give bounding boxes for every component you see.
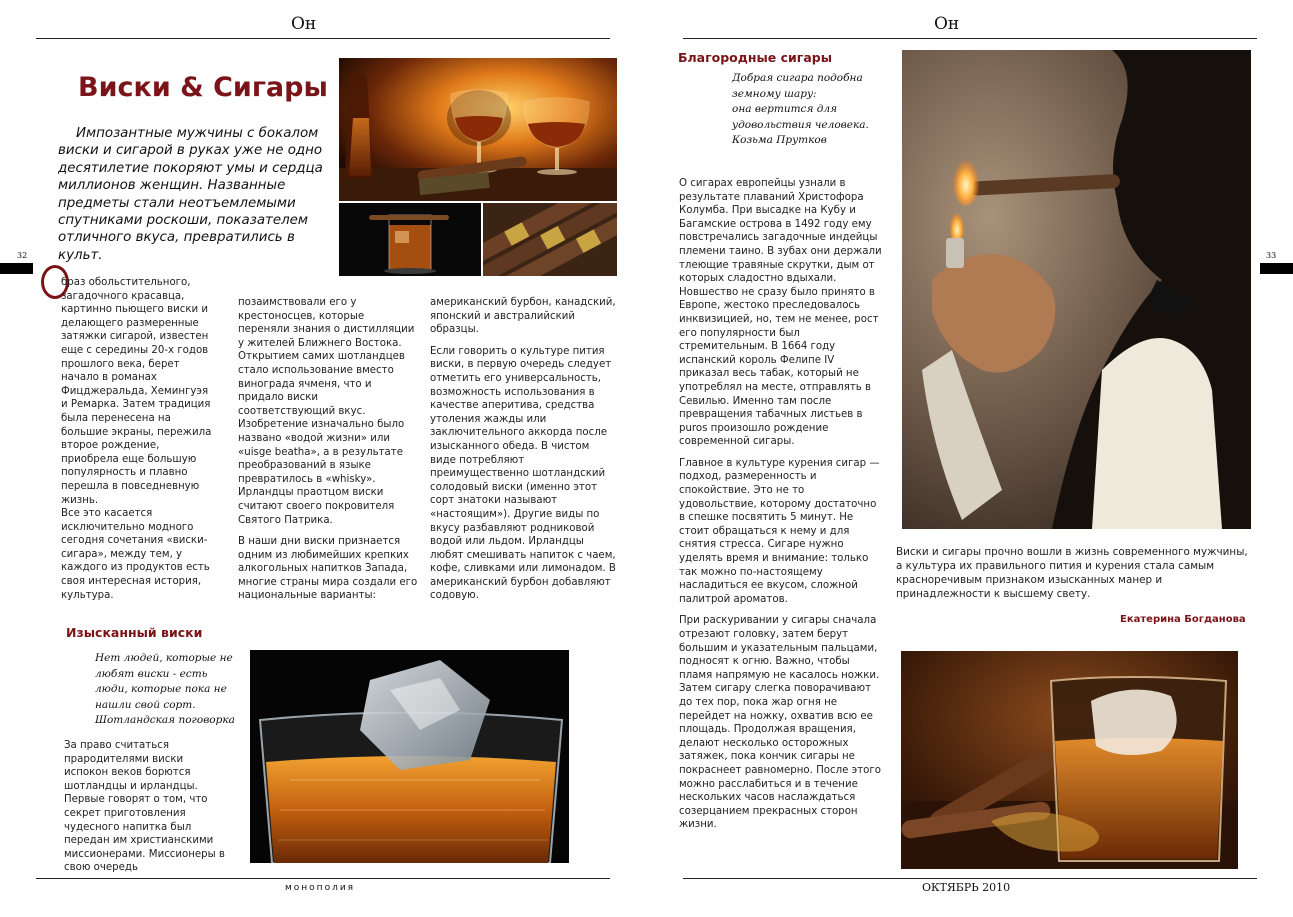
- right-header: Он: [934, 14, 960, 34]
- quote-author: Козьма Прутков: [732, 134, 827, 146]
- whisky-glass-large-photo: [250, 650, 569, 863]
- quote-line: удовольствия человека.: [732, 118, 869, 131]
- man-lighting-cigar-photo: [902, 50, 1251, 529]
- col2-paragraph-1: позаимствовали его у крестоносцев, которые переняли знания о дистилляции у жителей Ближнего Востока. Открытием самих шотландцев стало использование вместо винограда ячменя, что и придало виски соответствующий вкус. Изобретение изначально было названо «водой жизни» или «uisge beatha», а в результате преобразований в языке превратилось в «whisky». Ирландцы праотцом виски считают своего покровителя Святого Патрика.: [238, 297, 415, 526]
- right-paragraph-1: О сигарах европейцы узнали в результате плаваний Христофора Колумба. При высадке на Кубу и Багамские острова в 1492 году ему повстречались загадочные индейцы племени таино. В зубах они держали тлеющие травяные скрутки, дым от которых сладостно вдыхали. Новшество не сразу было принято в Европе, жестоко преследовалось инквизицией, но, тем не менее, рост его популярности был стремительным. В 1664 году испанский король Фелипе IV приказал весь табак, который не употреблял на месте, отправлять в Севилью. Именно там после превращения табачных листьев в puros произошло рождение современной сигары.: [679, 178, 882, 448]
- whisky-glass-small-photo: [339, 203, 481, 276]
- col3-paragraph-1: американский бурбон, канадский, японский и австралийский образцы.: [430, 297, 616, 336]
- left-footer: монополия: [285, 883, 356, 893]
- left-page-number: 32: [17, 251, 28, 260]
- col3-paragraph-2: Если говорить о культуре пития виски, в первую очередь следует отметить его универсальность, возможность использования в качестве аперитива, средства утоления жажды или заключительного аккорда после изысканного обеда. В чистом виде потребляют преимущественно шотландский солодовый виски (именно этот сорт знатоки называют «настоящим»). Другие виды по вкусу разбавляют родниковой водой или льдом. Ирландцы любят смешивать напиток с чаем, кофе, сливками или лимонадом. В американский бурбон добавляют содовую.: [430, 345, 616, 602]
- right-column: [679, 177, 882, 840]
- cigar-quote: [732, 71, 892, 149]
- right-paragraph-2: Главное в культуре курения сигар — подход, размеренность и спокойствие. Это не то удовольствие, которому достаточно в спешке посвятить 5 минут. Не стоит обращаться к нему и для снятия стресса. Сигаре нужно уделять время и внимание: только так можно по-настоящему насладиться ее вкусом, сложной палитрой ароматов.: [679, 457, 880, 605]
- section-heading-cigars: Благородные сигары: [678, 50, 833, 65]
- col2-paragraph-2: В наши дни виски признается одним из любимейших крепких алкогольных напитков Запада, многие страны мира создали его национальные варианты:: [238, 536, 418, 602]
- col1-bottom-paragraph: За право считаться прародителями виски испокон веков борются шотландцы и ирландцы. Первые говорят о том, что секрет приготовления чудесного напитка был передан им христианскими миссионерами. Миссионеры в свою очередь: [64, 740, 225, 874]
- right-page-number: 33: [1266, 251, 1277, 260]
- col1-paragraph-2: Все это касается исключительно модного сегодня сочетания «виски-сигара», между тем, у каждого из продуктов есть своя интересная история, культура.: [61, 508, 210, 601]
- whisky-and-cigar-photo: [901, 651, 1238, 869]
- author-name: Екатерина Богданова: [1120, 614, 1246, 625]
- quote-line: нашли свой сорт.: [95, 698, 196, 711]
- left-column-2: [238, 296, 418, 611]
- quote-line: Добрая сигара подобна: [732, 72, 863, 84]
- right-header-rule: [683, 38, 1257, 39]
- quote-line: люди, которые пока не: [95, 683, 227, 695]
- section-heading-whisky: Изысканный виски: [66, 625, 203, 640]
- right-footer: ОКТЯБРЬ 2010: [922, 881, 1011, 894]
- article-title: Виски & Сигары: [78, 72, 328, 103]
- lead-paragraph: Импозантные мужчины с бокалом виски и сигарой в руках уже не одно десятилетие покоряют умы и сердца миллионов женщин. Названные предметы стали неотъемлемыми спутниками роскоши, показателем отличного вкуса, превратились в культ.: [58, 126, 323, 263]
- left-bottom-column: [64, 739, 230, 883]
- whisky-quote: [95, 651, 235, 729]
- col1-paragraph-1: браз обольстительного, загадочного красавца, картинно пьющего виски и делающего размеренные затяжки сигарой, известен еще с середины 20-х годов прошлого века, берет начало в романах Фицджеральда, Хемингуэя и Ремарка. Затем традиция была перенесена на большие экраны, пережила второе рождение, приобрела еще большую популярность и плавно перешла в повседневную жизнь.: [61, 277, 212, 506]
- quote-line: любят виски - есть: [95, 667, 208, 680]
- cigars-photo: [483, 203, 617, 276]
- whisky-fireplace-photo: [339, 58, 617, 201]
- quote-line: Нет людей, которые не: [95, 652, 233, 664]
- quote-line: земному шару:: [732, 87, 817, 100]
- left-page-tab: [0, 263, 33, 274]
- left-header: Он: [291, 14, 317, 34]
- photo-caption: Виски и сигары прочно вошли в жизнь современного мужчины, а культура их правильного пития и курения стала самым красноречивым признаком изысканных манер и принадлежности к высшему свету.: [896, 546, 1248, 600]
- right-footer-rule: [683, 878, 1257, 879]
- left-header-rule: [36, 38, 610, 39]
- right-page-tab: [1260, 263, 1293, 274]
- left-column-1: [61, 276, 215, 610]
- quote-line: она вертится для: [732, 103, 838, 115]
- left-footer-rule: [36, 878, 610, 879]
- quote-author: Шотландская поговорка: [95, 714, 235, 726]
- right-paragraph-3: При раскуривании у сигары сначала отрезают головку, затем берут большим и указательным пальцами, подносят к огню. Важно, чтобы пламя напрямую не касалось ножки. Затем сигару слегка поворачивают до тех пор, пока жар огня не перейдет на ножку, охватив всю ее площадь. Продолжая вращения, делают несколько осторожных затяжек, пока кончик сигары не покраснеет равномерно. После этого можно расслабиться и в течение нескольких часов наслаждаться созерцанием прекрасных сторон жизни.: [679, 615, 881, 831]
- left-column-3: [430, 296, 616, 611]
